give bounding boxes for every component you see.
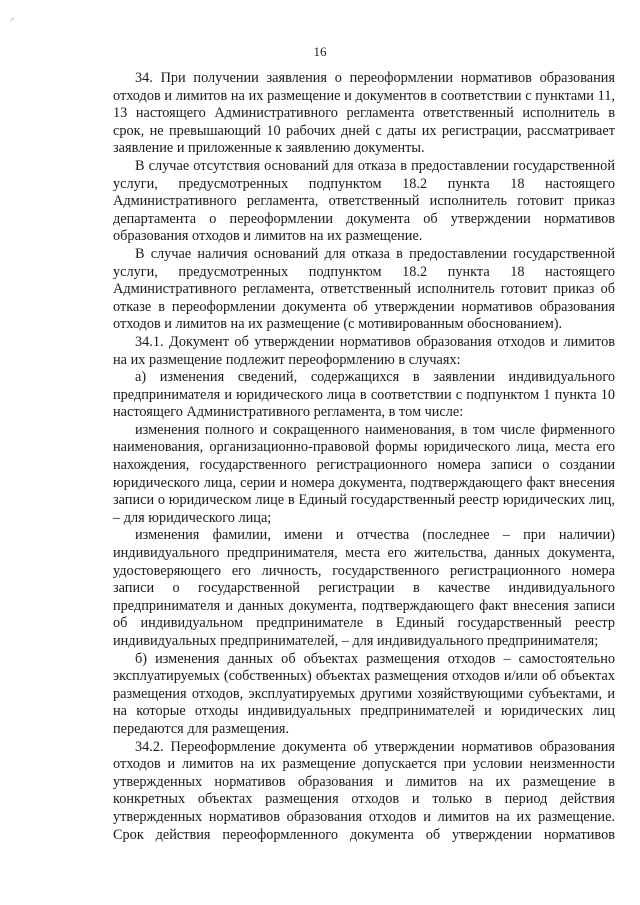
paragraph-entrepreneur-changes: изменения фамилии, имени и отчества (последнее – при наличии) индивидуального предпринимателя, места его жительства, данных документа, удостоверяющего его личность, государственного регистрационного номера записи о государственной регистрации в качестве индивидуального предпринимателя и данных документа, подтверждающего факт внесения записи об индивидуальном предпринимателе в Единый государственный реестр индивидуальных предпринимателей, – для индивидуального предпринимателя;: [113, 527, 615, 649]
paragraph-refusal-grounds: В случае наличия оснований для отказа в предоставлении государственной услуги, предусмотренных подпунктом 18.2 пункта 18 настоящего Административного регламента, ответственный исполнитель готовит приказ об отказе в переоформлении документа об утверждении нормативов образования отходов и лимитов на их размещение (с мотивированным обоснованием).: [113, 245, 615, 333]
paragraph-subitem-b: б) изменения данных об объектах размещения отходов – самостоятельно эксплуатируемых (собственных) объектах размещения отходов и/или об объектах размещения отходов, эксплуатируемых другими хозяйствующими субъектами, и на которые отходы индивидуальных предпринимателей и юридических лиц передаются для размещения.: [113, 650, 615, 737]
scan-corner-mark: ⸝: [10, 12, 15, 22]
paragraph-no-refusal-grounds: В случае отсутствия оснований для отказа в предоставлении государственной услуги, предусмотренных подпунктом 18.2 пункта 18 настоящего Административного регламента, ответственный исполнитель готовит приказ департамента о переоформлении документа об утверждении нормативов образования отходов и лимитов на их размещение.: [113, 157, 615, 245]
paragraph-subitem-a: а) изменения сведений, содержащихся в заявлении индивидуального предпринимателя и юридического лица в соответствии с подпунктом 1 пункта 10 настоящего Административного регламента, в том числе:: [113, 369, 615, 421]
paragraph-legal-entity-changes: изменения полного и сокращенного наименования, в том числе фирменного наименования, организационно-правовой формы юридического лица, места его нахождения, государственного регистрационного номера записи о создании юридического лица, серии и номера документа, подтверждающего факт внесения записи о юридическом лице в Единый государственный реестр юридических лиц, – для юридического лица;: [113, 421, 615, 526]
document-body: [113, 70, 615, 844]
paragraph-34-2: 34.2. Переоформление документа об утверждении нормативов образования отходов и лимитов на их размещение допускается при условии неизменности утвержденных нормативов образования и лимитов на их размещение в конкретных объектах размещения отходов и только в период действия утвержденных нормативов образования отходов и лимитов на их размещение. Срок действия переоформленного документа об утверждении нормативов: [113, 738, 615, 843]
page-number: 16: [313, 44, 327, 59]
paragraph-34-1: 34.1. Документ об утверждении нормативов образования отходов и лимитов на их размещение подлежит переоформлению в случаях:: [113, 333, 615, 368]
paragraph-34: 34. При получении заявления о переоформлении нормативов образования отходов и лимитов на их размещение и документов в соответствии с пунктами 11, 13 настоящего Административного регламента ответственный исполнитель в срок, не превышающий 10 рабочих дней с даты их регистрации, рассматривает заявление и приложенные к заявлению документы.: [113, 70, 615, 157]
